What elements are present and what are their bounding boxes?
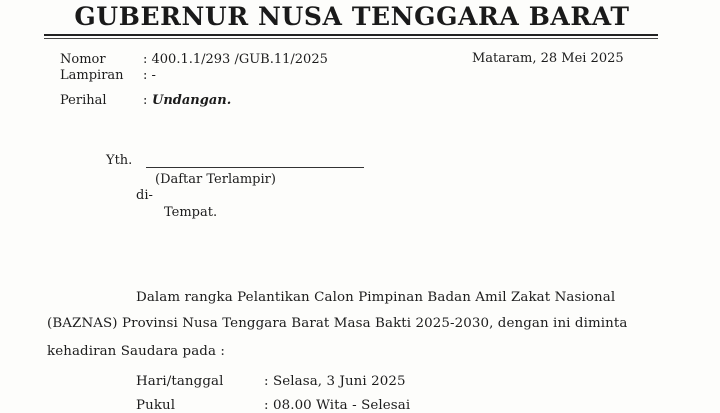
day-label: Hari/tanggal: [136, 374, 224, 389]
perihal-colon: :: [143, 93, 148, 108]
place-date: Mataram, 28 Mei 2025: [472, 51, 624, 66]
recipient-blank-line: [146, 167, 364, 168]
nomor-value: : 400.1.1/293 /GUB.11/2025: [143, 52, 328, 67]
letterhead-title: GUBERNUR NUSA TENGGARA BARAT: [74, 2, 630, 31]
body-line-2: (BAZNAS) Provinsi Nusa Tenggara Barat Masa Bakti 2025-2030, dengan ini diminta: [47, 316, 628, 331]
nomor-label: Nomor: [60, 52, 106, 67]
letterhead-rule-thick: [44, 34, 658, 36]
lampiran-value: : -: [143, 68, 156, 83]
letterhead-rule-thin: [44, 38, 658, 39]
lampiran-label: Lampiran: [60, 68, 124, 83]
perihal-label: Perihal: [60, 93, 107, 108]
perihal-value: Undangan.: [152, 93, 232, 108]
time-label: Pukul: [136, 398, 176, 413]
recipient-list: (Daftar Terlampir): [155, 172, 276, 187]
tempat-label: Tempat.: [164, 205, 218, 220]
yth-label: Yth.: [106, 153, 133, 168]
time-value: : 08.00 Wita - Selesai: [264, 398, 411, 413]
body-line-3: kehadiran Saudara pada :: [47, 344, 226, 359]
body-line-1: Dalam rangka Pelantikan Calon Pimpinan Badan Amil Zakat Nasional: [136, 290, 616, 305]
di-label: di-: [136, 188, 153, 203]
day-value: : Selasa, 3 Juni 2025: [264, 374, 406, 389]
